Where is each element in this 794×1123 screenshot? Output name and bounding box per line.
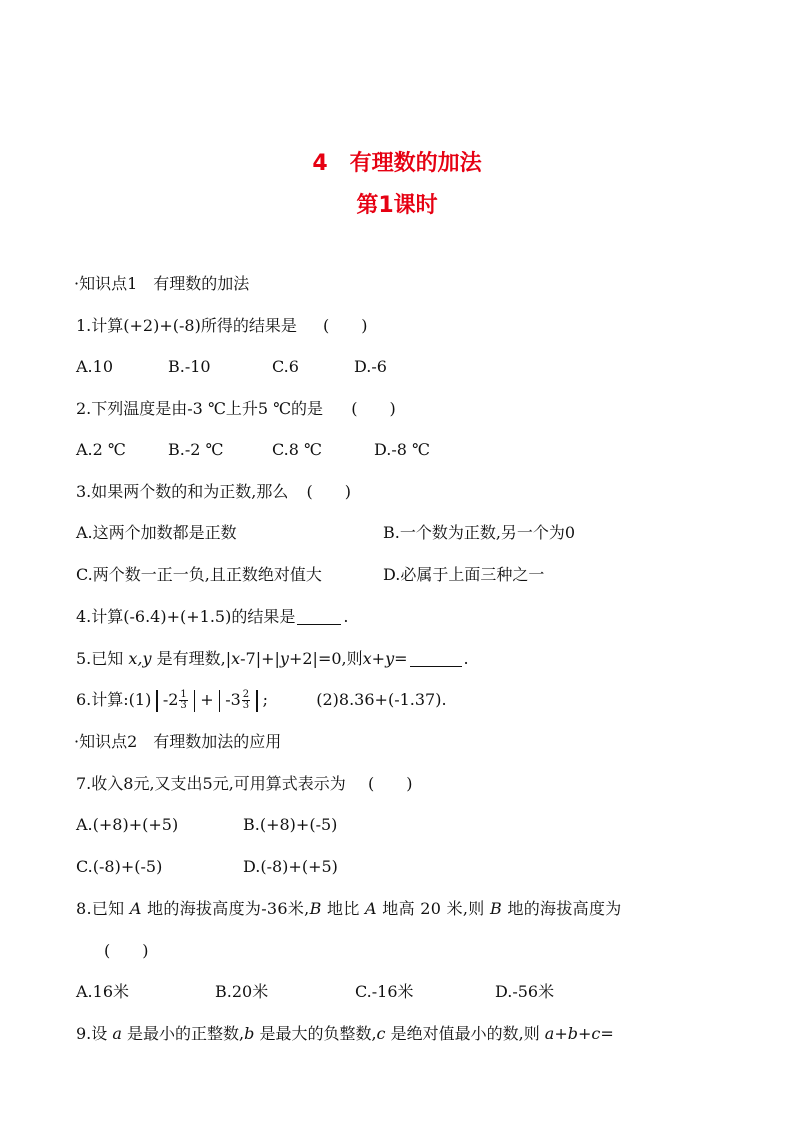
option-b: B.一个数为正数,另一个为0 — [383, 523, 576, 542]
option-d: D.-8 ℃ — [374, 440, 430, 459]
answer-paren: ( ) — [351, 399, 396, 418]
answer-paren: ( ) — [323, 316, 368, 335]
option-a: A.(+8)+(+5) — [76, 815, 179, 834]
abs-bar — [156, 690, 158, 712]
option-b: B.-10 — [168, 357, 211, 376]
abs-bar — [194, 690, 196, 712]
option-d: D.(-8)+(+5) — [243, 857, 338, 876]
question-6: 6.计算:(1) -2 $\frac{1}{3}$ + -3 $\frac{2}{3}$ ; (2)8.36+(-1.37). — [76, 689, 447, 711]
answer-paren: ( ) — [368, 774, 413, 793]
lesson-subtitle: 第1课时 — [356, 193, 438, 218]
option-b: B.(+8)+(-5) — [243, 815, 338, 834]
lesson-title: 4 有理数的加法 — [312, 151, 482, 176]
question-4: 4.计算(-6.4)+(+1.5)的结果是 . — [76, 607, 349, 626]
question-1-stem: 1.计算(+2)+(-8)所得的结果是 — [76, 316, 297, 335]
abs-bar — [256, 690, 258, 712]
option-a: A.这两个加数都是正数 — [76, 523, 237, 542]
question-2 — [76, 398, 396, 420]
option-d: D.必属于上面三种之一 — [383, 565, 545, 584]
question-8: 8.已知 A 地的海拔高度为-36米,B 地比 A 地高 20 米,则 B 地的海拔高度为 — [76, 899, 622, 918]
answer-blank — [297, 608, 341, 625]
option-c: C.8 ℃ — [272, 440, 322, 459]
option-c: C.(-8)+(-5) — [76, 857, 163, 876]
answer-paren: ( ) — [104, 941, 149, 960]
abs-bar — [219, 690, 221, 712]
option-a: A.10 — [76, 357, 113, 376]
section-heading-1: ·知识点1 有理数的加法 — [74, 274, 250, 293]
question-7 — [76, 773, 413, 795]
option-d: D.-6 — [354, 357, 387, 376]
question-4-stem: 4.计算(-6.4)+(+1.5)的结果是 — [76, 607, 296, 626]
question-9: 9.设 a 是最小的正整数,b 是最大的负整数,c 是绝对值最小的数,则 a+b+c= — [76, 1024, 614, 1043]
fraction: $\frac{1}{3}$ — [180, 689, 187, 711]
question-5: 5.已知 x,y 是有理数,|x-7|+|y+2|=0,则x+y= . — [76, 649, 469, 668]
option-b: B.-2 ℃ — [168, 440, 224, 459]
option-b: B.20米 — [215, 982, 269, 1001]
question-3 — [76, 481, 351, 503]
option-a: A.16米 — [76, 982, 130, 1001]
question-1 — [76, 315, 368, 337]
option-d: D.-56米 — [495, 982, 555, 1001]
option-a: A.2 ℃ — [76, 440, 126, 459]
fraction: $\frac{2}{3}$ — [242, 689, 250, 711]
question-7-stem: 7.收入8元,又支出5元,可用算式表示为 — [76, 774, 346, 793]
question-3-stem: 3.如果两个数的和为正数,那么 — [76, 482, 289, 501]
option-c: C.6 — [272, 357, 299, 376]
answer-blank — [410, 650, 462, 667]
section-heading-2: ·知识点2 有理数加法的应用 — [74, 732, 282, 751]
question-2-stem: 2.下列温度是由-3 ℃上升5 ℃的是 — [76, 399, 324, 418]
option-c: C.两个数一正一负,且正数绝对值大 — [76, 565, 322, 584]
option-c: C.-16米 — [355, 982, 414, 1001]
answer-paren: ( ) — [306, 482, 352, 501]
